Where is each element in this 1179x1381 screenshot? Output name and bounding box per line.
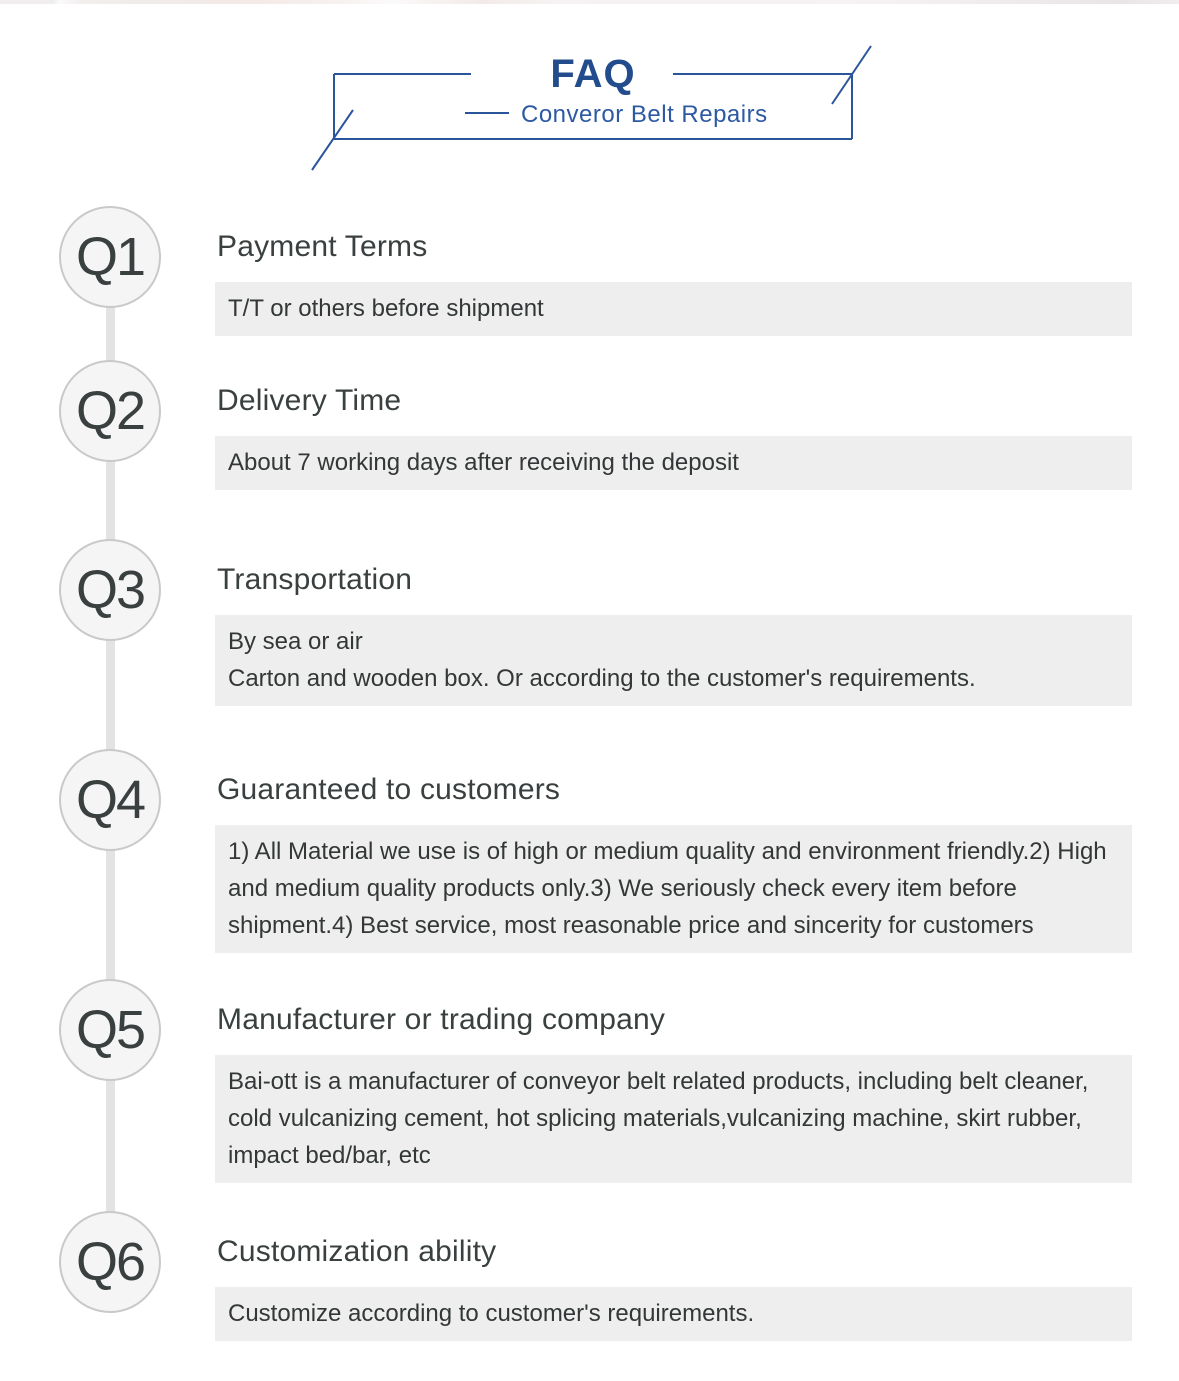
answer-box xyxy=(215,1055,1132,1183)
answer-box xyxy=(215,436,1132,490)
answer-line: Bai-ott is a manufacturer of conveyor belt related products, including belt cleaner, cold vulcanizing cement, hot splicing materials,vulcanizing machine, skirt rubber, impact bed/bar, etc xyxy=(228,1068,1089,1169)
question-badge: Q4 xyxy=(59,749,161,851)
page-title: FAQ xyxy=(550,52,636,96)
question-title: Transportation xyxy=(217,563,413,596)
question-title: Guaranteed to customers xyxy=(217,773,561,806)
question-title: Customization ability xyxy=(217,1235,497,1268)
faq-header xyxy=(0,0,1179,190)
answer-line: Customize according to customer's requirements. xyxy=(228,1300,755,1327)
answer-line: About 7 working days after receiving the deposit xyxy=(228,449,739,476)
question-badge: Q1 xyxy=(59,206,161,308)
question-badge: Q5 xyxy=(59,979,161,1081)
answer-line: By sea or air xyxy=(228,628,363,655)
answer-box xyxy=(215,615,1132,706)
question-title: Manufacturer or trading company xyxy=(217,1003,666,1036)
answer-line: T/T or others before shipment xyxy=(228,295,544,322)
question-title: Payment Terms xyxy=(217,230,428,263)
question-badge: Q2 xyxy=(59,360,161,462)
question-badge: Q3 xyxy=(59,539,161,641)
answer-box xyxy=(215,282,1132,336)
page-subtitle: Converor Belt Repairs xyxy=(521,101,768,128)
question-badge: Q6 xyxy=(59,1211,161,1313)
answer-box xyxy=(215,1287,1132,1341)
question-title: Delivery Time xyxy=(217,384,402,417)
answer-box xyxy=(215,825,1132,953)
answer-line: 1) All Material we use is of high or medium quality and environment friendly.2) High and medium quality products only.3) We seriously check every item before shipment.4) Best service, most reasonable price and sincerity for customers xyxy=(228,838,1107,939)
answer-line: Carton and wooden box. Or according to the customer's requirements. xyxy=(228,665,976,692)
